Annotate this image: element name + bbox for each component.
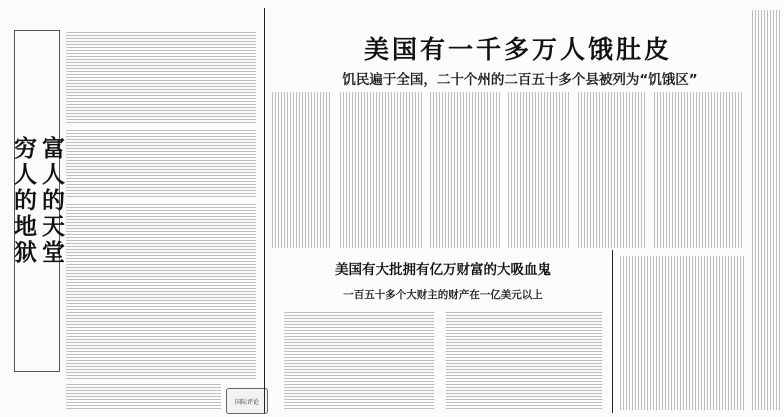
main-article-body-col-6	[654, 92, 744, 248]
second-article-headline: 美国有大批拥有亿万财富的大吸血鬼	[335, 262, 551, 278]
commentary-column-lower	[66, 204, 256, 380]
main-article-body-col-1	[272, 92, 332, 248]
main-article-body-col-5	[578, 92, 646, 248]
main-article-headline: 美国有一千多万人饿肚皮	[363, 35, 672, 64]
commentary-column-end	[66, 384, 221, 410]
second-article-body-right	[446, 312, 602, 410]
main-article-body-col-2	[340, 92, 422, 248]
main-article-body-col-3	[430, 92, 500, 248]
side-feature-title-box	[10, 30, 64, 372]
column-divider-right	[612, 250, 613, 413]
right-edge-article-col-2	[620, 256, 746, 410]
side-feature-title: 富人的天堂 穷人的地狱	[10, 136, 64, 266]
commentary-column-top	[66, 32, 256, 124]
column-divider-left	[264, 8, 265, 413]
main-article-subheadline: 饥民遍于全国，二十个州的二百五十多个县被列为“饥饿区”	[342, 72, 698, 88]
commentary-stamp-label: 国际评论	[234, 398, 259, 406]
second-article-subheadline: 一百五十多个大财主的财产在一亿美元以上	[343, 289, 543, 301]
second-article-body-left	[284, 312, 434, 410]
right-edge-article-col-1	[752, 10, 780, 410]
commentary-column-mid	[66, 130, 256, 198]
commentary-stamp-logo	[226, 388, 268, 414]
main-article-body-col-4	[508, 92, 570, 248]
